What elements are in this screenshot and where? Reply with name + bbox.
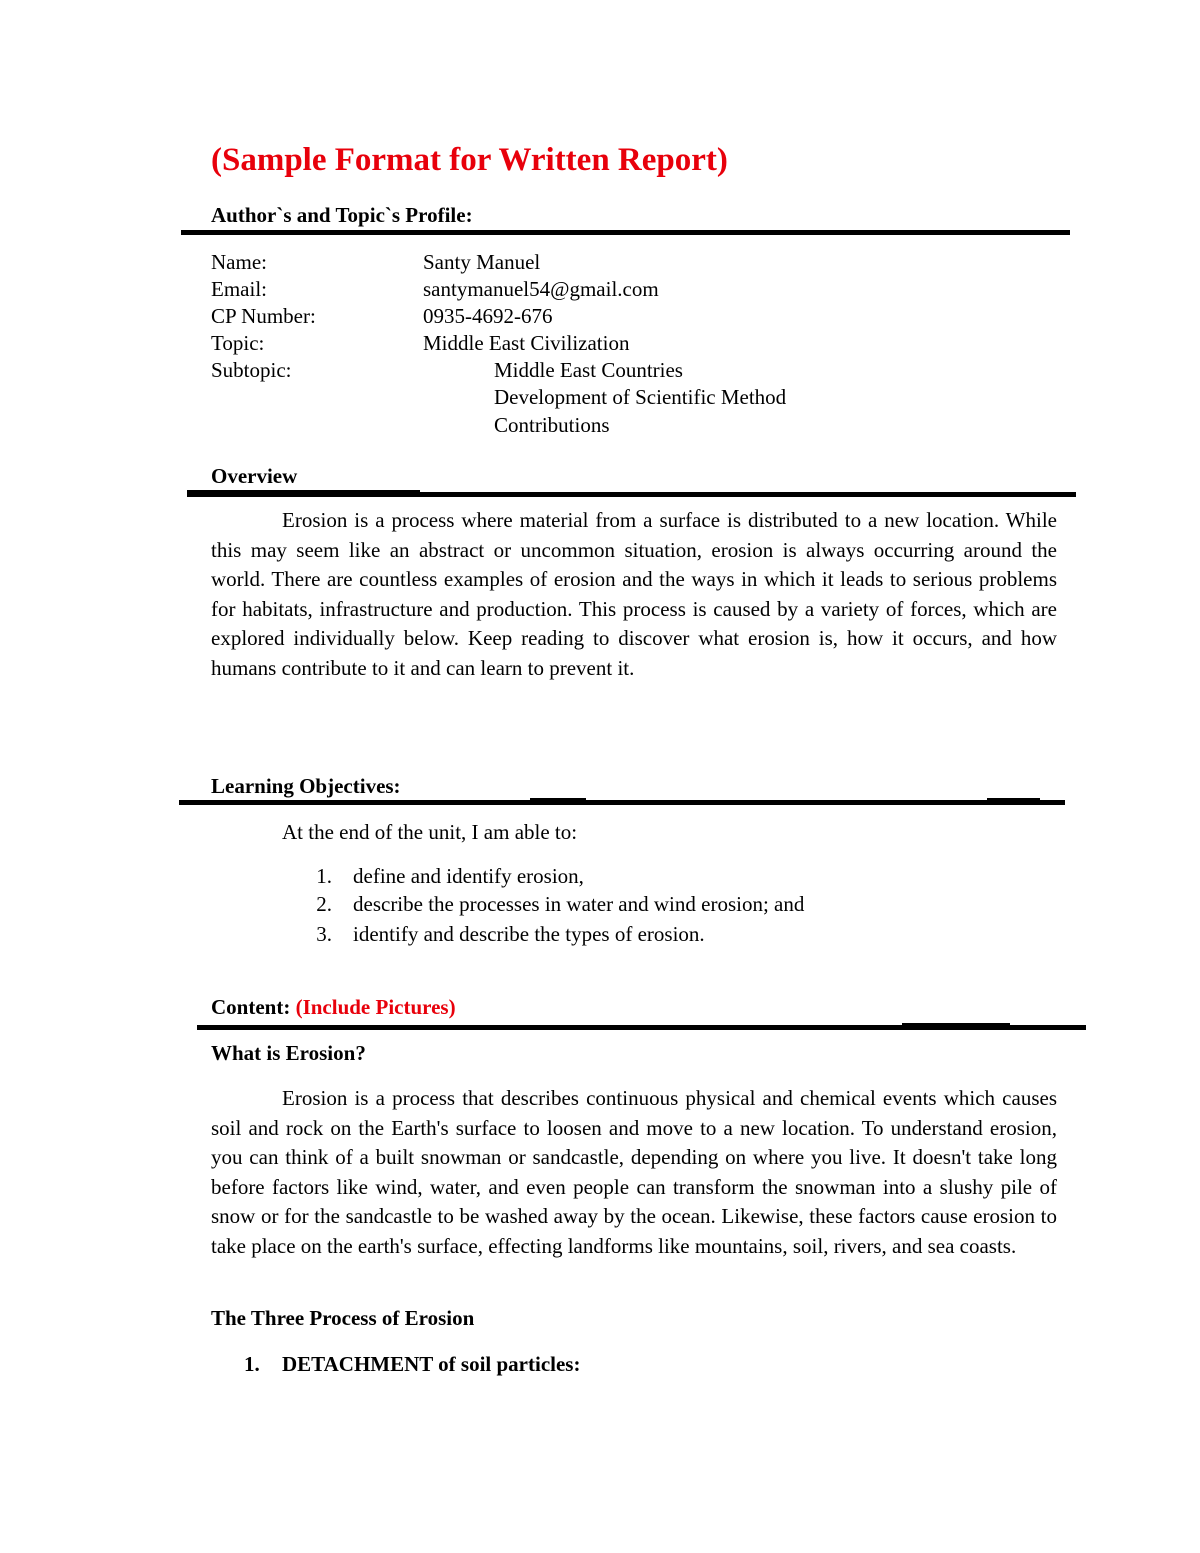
subtopic-item: Middle East Countries [494,358,683,382]
list-text: identify and describe the types of erosion. [353,922,705,946]
overview-heading: Overview [211,464,298,488]
list-text: describe the processes in water and wind erosion; and [353,892,805,916]
cp-number-label: CP Number: [211,304,316,328]
content-divider [197,1025,1086,1030]
subtopic-item: Development of Scientific Method [494,385,787,409]
list-number: 3. [316,922,332,946]
content-heading [211,995,456,1020]
email-label: Email: [211,277,267,301]
subtopic-item: Contributions [494,413,610,437]
content-heading-note: (Include Pictures) [295,995,456,1019]
profile-divider [181,230,1070,235]
objectives-intro: At the end of the unit, I am able to: [282,820,578,844]
overview-paragraph: Erosion is a process where material from a surface is distributed to a new location. While this may seem like an abstract or uncommon situation, erosion is always occurring around the world. There are countless examples of erosion and the ways in which it leads to serious problems for habitats, infrastructure and production. This process is caused by a variety of forces, which are explored individually below. Keep reading to discover what erosion is, how it occurs, and how humans contribute to it and can learn to prevent it. [211,508,1057,680]
what-is-erosion-heading: What is Erosion? [211,1041,366,1065]
subtopic-label: Subtopic: [211,358,292,382]
content-heading-label: Content: [211,995,291,1019]
topic-value: Middle East Civilization [423,331,630,355]
objectives-heading: Learning Objectives: [211,774,401,798]
list-text: define and identify erosion, [353,864,584,888]
process-item [244,1352,581,1377]
three-process-heading: The Three Process of Erosion [211,1306,475,1330]
process-label: DETACHMENT of soil particles: [282,1352,581,1376]
page-title: (Sample Format for Written Report) [211,142,728,178]
list-number: 1. [316,864,332,888]
email-value: santymanuel54@gmail.com [423,277,659,301]
list-number: 2. [316,892,332,916]
name-value: Santy Manuel [423,250,541,274]
overview-divider [187,492,1076,497]
objectives-divider [179,800,1065,805]
process-number: 1. [244,1352,260,1376]
cp-number-value: 0935-4692-676 [423,304,553,328]
topic-label: Topic: [211,331,265,355]
what-is-erosion-paragraph: Erosion is a process that describes continuous physical and chemical events which causes soil and rock on the Earth's surface to loosen and move to a new location. To understand erosion, you can think of a built snowman or sandcastle, depending on where you live. It doesn't take long before factors like wind, water, and even people can transform the snowman into a slushy pile of snow or for the sandcastle to be washed away by the ocean. Likewise, these factors cause erosion to take place on the earth's surface, effecting landforms like mountains, soil, rivers, and sea coasts. [211,1086,1057,1258]
profile-heading: Author`s and Topic`s Profile: [211,203,473,227]
name-label: Name: [211,250,267,274]
